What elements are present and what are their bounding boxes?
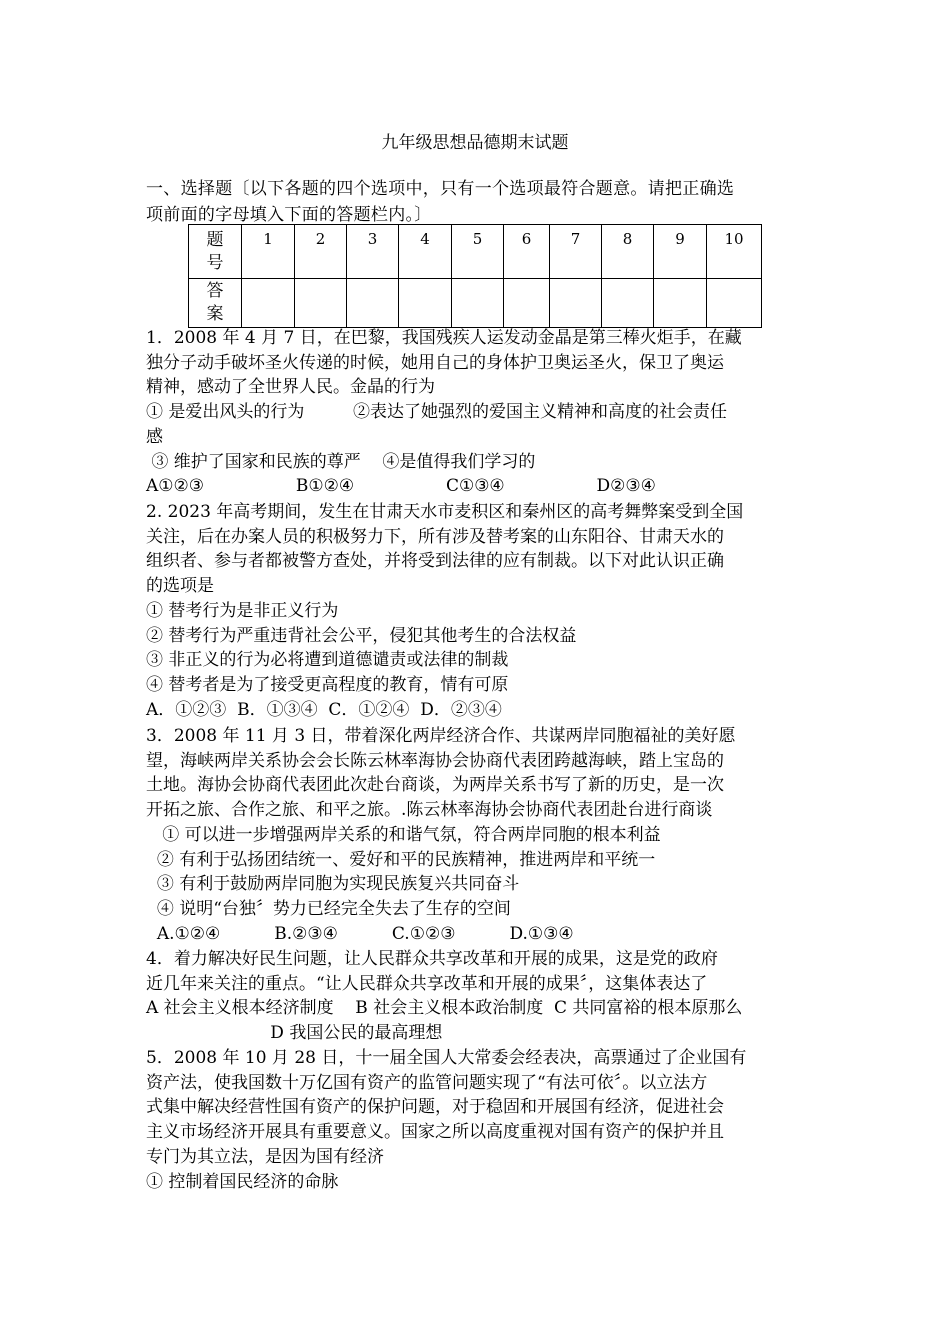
label-char: 号	[206, 252, 224, 273]
answer-table-number-row	[189, 225, 762, 279]
answer-cell[interactable]	[602, 279, 654, 328]
question-line: 组织者、参与者都被警方查处，并将受到法律的应有制裁。以下对此认识正确	[146, 551, 724, 572]
number-row-label	[189, 225, 242, 279]
question-3	[146, 724, 806, 946]
answer-table	[188, 224, 762, 328]
question-1	[146, 326, 806, 499]
answer-table-answer-row	[189, 279, 762, 328]
question-line: 5．2008 年 10 月 28 日，十一届全国人大常委会经表决，高票通过了企业国有	[146, 1048, 747, 1068]
question-line: ② 替考行为严重违背社会公平，侵犯其他考生的合法权益	[146, 625, 577, 646]
question-number-cell: 7	[550, 225, 602, 279]
intro-line: 一、选择题〔以下各题的四个选项中，只有一个选项最符合题意。请把正确选	[146, 179, 735, 199]
question-number-cell: 2	[295, 225, 347, 279]
question-line: ① 可以进一步增强两岸关系的和谐气氛，符合两岸同胞的根本利益	[146, 824, 661, 845]
question-number-cell: 4	[399, 225, 452, 279]
question-line: ③ 维护了国家和民族的尊严 ④是值得我们学习的	[146, 451, 536, 472]
question-line: 4．着力解决好民生问题，让人民群众共享改革和开展的成果，这是党的政府	[146, 949, 718, 969]
question-4	[146, 947, 806, 1046]
question-number-cell: 9	[654, 225, 707, 279]
question-line: 望，海峡两岸关系协会会长陈云林率海协会协商代表团跨越海峡，踏上宝岛的	[146, 750, 724, 771]
question-line: ① 控制着国民经济的命脉	[146, 1171, 339, 1192]
question-number-cell: 3	[347, 225, 399, 279]
question-line: ① 替考行为是非正义行为	[146, 600, 339, 621]
answer-cell[interactable]	[295, 279, 347, 328]
question-number-cell: 6	[504, 225, 550, 279]
question-line: 资产法，使我国数十万亿国有资产的监管问题实现了“有法可依〞。以立法方	[146, 1072, 708, 1093]
question-line: 式集中解决经营性国有资产的保护问题，对于稳固和开展国有经济，促进社会	[146, 1097, 724, 1118]
answer-options: A 社会主义根本经济制度 B 社会主义根本政治制度 C 共同富裕的根本原那么	[146, 998, 743, 1019]
question-line: 精神，感动了全世界人民。金晶的行为	[146, 377, 435, 398]
answer-options: A.①②④ B.②③④ C.①②③ D.①③④	[146, 923, 574, 944]
page-title: 九年级思想品德期末试题	[381, 133, 569, 153]
answer-cell[interactable]	[504, 279, 550, 328]
question-line: ④ 说明“台独〞势力已经完全失去了生存的空间	[146, 898, 511, 919]
question-line: 主义市场经济开展具有重要意义。国家之所以高度重视对国有资产的保护并且	[146, 1122, 724, 1143]
intro-line: 项前面的字母填入下面的答题栏内。〕	[146, 205, 432, 225]
question-5	[146, 1046, 806, 1194]
answer-cell[interactable]	[654, 279, 707, 328]
answer-cell[interactable]	[242, 279, 295, 328]
question-line: ③ 有利于鼓励两岸同胞为实现民族复兴共同奋斗	[146, 874, 520, 895]
label-char: 案	[206, 304, 224, 324]
question-line: 1．2008 年 4 月 7 日，在巴黎，我国残疾人运发动金晶是第三棒火炬手，在藏	[146, 328, 742, 348]
question-number-cell: 10	[707, 225, 762, 279]
question-line: 2. 2023 年高考期间，发生在甘肃天水市麦积区和秦州区的高考舞弊案受到全国	[146, 502, 744, 522]
question-line: 开拓之旅、合作之旅、和平之旅。.陈云林率海协会协商代表团赴台进行商谈	[146, 800, 713, 821]
question-line: ④ 替考者是为了接受更高程度的教育，情有可原	[146, 674, 509, 695]
answer-options: A①②③ B①②④ C①③④ D②③④	[146, 476, 656, 497]
question-line: 的选项是	[146, 576, 214, 597]
question-line: 土地。海协会协商代表团此次赴台商谈，为两岸关系书写了新的历史，是一次	[146, 775, 724, 796]
answer-cell[interactable]	[347, 279, 399, 328]
question-line: 专门为其立法，是因为国有经济	[146, 1146, 384, 1167]
answer-options: D 我国公民的最高理想	[146, 1023, 443, 1044]
question-2	[146, 500, 806, 722]
answer-cell[interactable]	[550, 279, 602, 328]
answer-cell[interactable]	[707, 279, 762, 328]
label-char: 答	[206, 281, 224, 301]
question-number-cell: 1	[242, 225, 295, 279]
question-line: 3．2008 年 11 月 3 日，带着深化两岸经济合作、共谋两岸同胞福祉的美好愿	[146, 726, 736, 746]
question-line: 关注，后在办案人员的积极努力下，所有涉及替考案的山东阳谷、甘肃天水的	[146, 526, 724, 547]
question-line: 近几年来关注的重点。“让人民群众共享改革和开展的成果〞，这集体表达了	[146, 973, 708, 994]
question-line: ② 有利于弘扬团结统一、爱好和平的民族精神，推进两岸和平统一	[146, 849, 656, 870]
section-intro	[146, 176, 806, 228]
question-line: ③ 非正义的行为必将遭到道德谴责或法律的制裁	[146, 650, 509, 671]
answer-cell[interactable]	[452, 279, 504, 328]
question-line: 独分子动手破坏圣火传递的时候，她用自己的身体护卫奥运圣火，保卫了奥运	[146, 352, 724, 373]
question-number-cell: 5	[452, 225, 504, 279]
question-number-cell: 8	[602, 225, 654, 279]
label-char: 题	[206, 229, 224, 250]
answer-cell[interactable]	[399, 279, 452, 328]
question-line: ① 是爱出风头的行为 ②表达了她强烈的爱国主义精神和高度的社会责任	[146, 402, 728, 423]
answer-options: A．①②③ B．①③④ C．①②④ D．②③④	[146, 699, 502, 720]
question-line: 感	[146, 426, 163, 447]
answer-row-label	[189, 279, 242, 328]
